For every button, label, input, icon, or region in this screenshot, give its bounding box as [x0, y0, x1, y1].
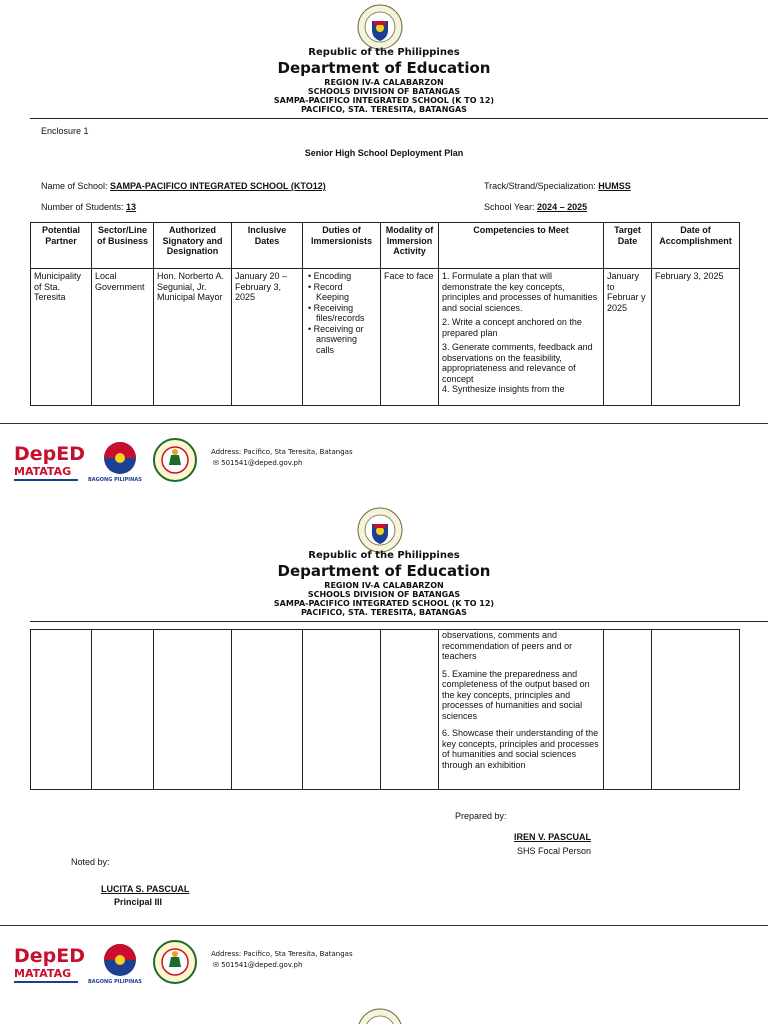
- duties-cell: [303, 269, 381, 406]
- column-header: Modality of Immersion Activity: [381, 223, 439, 269]
- footer-divider: [0, 925, 768, 926]
- bagong-pilipinas-logo: [91, 942, 149, 982]
- prepared-by-name: IREN V. PASCUAL: [514, 832, 592, 842]
- competency-item: 6. Showcase their understanding of the key concepts, principles and processes of humanities and social sciences through an exhibition: [442, 728, 599, 770]
- footer-email-line: [213, 960, 302, 971]
- track-label: Track/Strand/Specialization:: [484, 181, 599, 191]
- signatory-cell: Hon. Norberto A. Segunial, Jr. Municipal Mayor: [154, 269, 232, 406]
- republic-label: Republic of the Philippines: [308, 550, 460, 561]
- column-header: Authorized Signatory and Designation: [154, 223, 232, 269]
- division-label: SCHOOLS DIVISION OF BATANGAS: [307, 87, 461, 96]
- deped-seal-icon: [357, 1008, 403, 1024]
- division-label: SCHOOLS DIVISION OF BATANGAS: [307, 590, 461, 599]
- bagong-pilipinas-label: BAGONG PILIPINAS: [88, 979, 142, 985]
- table-row: [31, 630, 740, 790]
- school-name-label: Name of School:: [41, 181, 111, 191]
- school-name-field: [41, 181, 326, 191]
- column-header: Target Date: [604, 223, 652, 269]
- school-header-label: SAMPA-PACIFICO INTEGRATED SCHOOL (K TO 12): [273, 96, 495, 105]
- modality-cell: Face to face: [381, 269, 439, 406]
- header-divider: [30, 621, 768, 622]
- matatag-logo: MATATAG: [14, 465, 72, 478]
- deployment-table-continued: [30, 629, 740, 790]
- partner-cell: [31, 630, 92, 790]
- duties-cell: [303, 630, 381, 790]
- accomplishment-cell: [652, 630, 740, 790]
- deped-seal-icon: [357, 4, 403, 50]
- deped-seal-icon: [357, 507, 403, 553]
- prepared-by-title: SHS Focal Person: [517, 846, 592, 856]
- prepared-by-label: Prepared by:: [455, 811, 507, 821]
- school-year-value: 2024 – 2025: [537, 202, 588, 212]
- column-header: Sector/Line of Business: [92, 223, 154, 269]
- dates-cell: January 20 – February 3, 2025: [232, 269, 303, 406]
- envelope-icon: ✉: [213, 459, 219, 467]
- matatag-logo: MATATAG: [14, 967, 72, 980]
- school-year-field: [484, 202, 587, 212]
- school-address-label: PACIFICO, STA. TERESITA, BATANGAS: [301, 608, 467, 617]
- bagong-pilipinas-logo: [91, 440, 149, 480]
- track-field: [484, 181, 631, 191]
- sector-cell: [92, 630, 154, 790]
- column-header: Inclusive Dates: [232, 223, 303, 269]
- logo-underline: [14, 981, 78, 983]
- footer-divider: [0, 423, 768, 424]
- competency-item: 1. Formulate a plan that will demonstrate the key concepts, principles and processes of humanities and social sciences.: [442, 271, 598, 313]
- competencies-cell: [439, 630, 604, 790]
- document-title: Senior High School Deployment Plan: [304, 148, 464, 158]
- duty-item: • Receiving or answering calls: [308, 323, 364, 355]
- deped-logo: DepED: [14, 443, 86, 465]
- column-header: Potential Partner: [31, 223, 92, 269]
- target-date-cell: January to Februar y 2025: [604, 269, 652, 406]
- sector-cell: Local Government: [92, 269, 154, 406]
- table-row: [31, 269, 740, 406]
- target-date-cell: [604, 630, 652, 790]
- duty-item: • Receiving files/records: [308, 302, 365, 323]
- footer-address: Address: Pacifico, Sta Teresita, Batangas: [211, 950, 353, 958]
- footer-email: 501541@deped.gov.ph: [221, 961, 303, 969]
- footer-email: 501541@deped.gov.ph: [221, 459, 303, 467]
- republic-label: Republic of the Philippines: [308, 47, 460, 58]
- school-name-value: SAMPA-PACIFICO INTEGRATED SCHOOL (KTO12): [110, 181, 326, 191]
- students-field: [41, 202, 136, 212]
- table-header-row: [31, 223, 740, 269]
- school-logo-icon: [152, 437, 198, 483]
- duty-item: • Record Keeping: [308, 281, 350, 302]
- column-header: Duties of Immersionists: [303, 223, 381, 269]
- logo-underline: [14, 479, 78, 481]
- school-header-label: SAMPA-PACIFICO INTEGRATED SCHOOL (K TO 12): [273, 599, 495, 608]
- duty-item: • Encoding: [308, 271, 352, 281]
- department-title: Department of Education: [277, 562, 491, 580]
- dates-cell: [232, 630, 303, 790]
- modality-cell: [381, 630, 439, 790]
- competency-item: 2. Write a concept anchored on the prepared plan: [442, 317, 582, 338]
- competency-item: observations, comments and recommendation of peers and or teachers: [442, 630, 573, 661]
- school-logo-icon: [152, 939, 198, 985]
- competency-item: 4. Synthesize insights from the: [442, 384, 565, 394]
- competencies-cell: [439, 269, 604, 406]
- enclosure-label: Enclosure 1: [41, 126, 89, 136]
- footer-email-line: [213, 458, 302, 469]
- header-divider: [30, 118, 768, 119]
- competency-item: 5. Examine the preparedness and completeness of the output based on the key concepts, principles and processes of humanities and social sciences: [442, 668, 590, 721]
- envelope-icon: ✉: [213, 961, 219, 969]
- students-label: Number of Students:: [41, 202, 127, 212]
- region-label: REGION IV-A CALABARZON: [324, 78, 444, 87]
- department-title: Department of Education: [277, 59, 491, 77]
- deployment-table: [30, 222, 740, 406]
- bagong-pilipinas-label: BAGONG PILIPINAS: [88, 477, 142, 483]
- noted-by-name: LUCITA S. PASCUAL: [101, 884, 190, 894]
- footer-address: Address: Pacifico, Sta Teresita, Batangas: [211, 448, 353, 456]
- deped-logo: DepED: [14, 945, 86, 967]
- accomplishment-cell: February 3, 2025: [652, 269, 740, 406]
- competency-item: 3. Generate comments, feedback and observations on the feasibility, appropriateness and relevance of concept: [442, 342, 593, 384]
- school-address-label: PACIFICO, STA. TERESITA, BATANGAS: [301, 105, 467, 114]
- track-value: HUMSS: [598, 181, 631, 191]
- partner-cell: Municipality of Sta. Teresita: [31, 269, 92, 406]
- school-year-label: School Year:: [484, 202, 538, 212]
- signatory-cell: [154, 630, 232, 790]
- region-label: REGION IV-A CALABARZON: [324, 581, 444, 590]
- students-value: 13: [126, 202, 137, 212]
- noted-by-title: Principal III: [114, 897, 163, 907]
- noted-by-label: Noted by:: [71, 857, 110, 867]
- column-header: Competencies to Meet: [439, 223, 604, 269]
- column-header: Date of Accomplishment: [652, 223, 740, 269]
